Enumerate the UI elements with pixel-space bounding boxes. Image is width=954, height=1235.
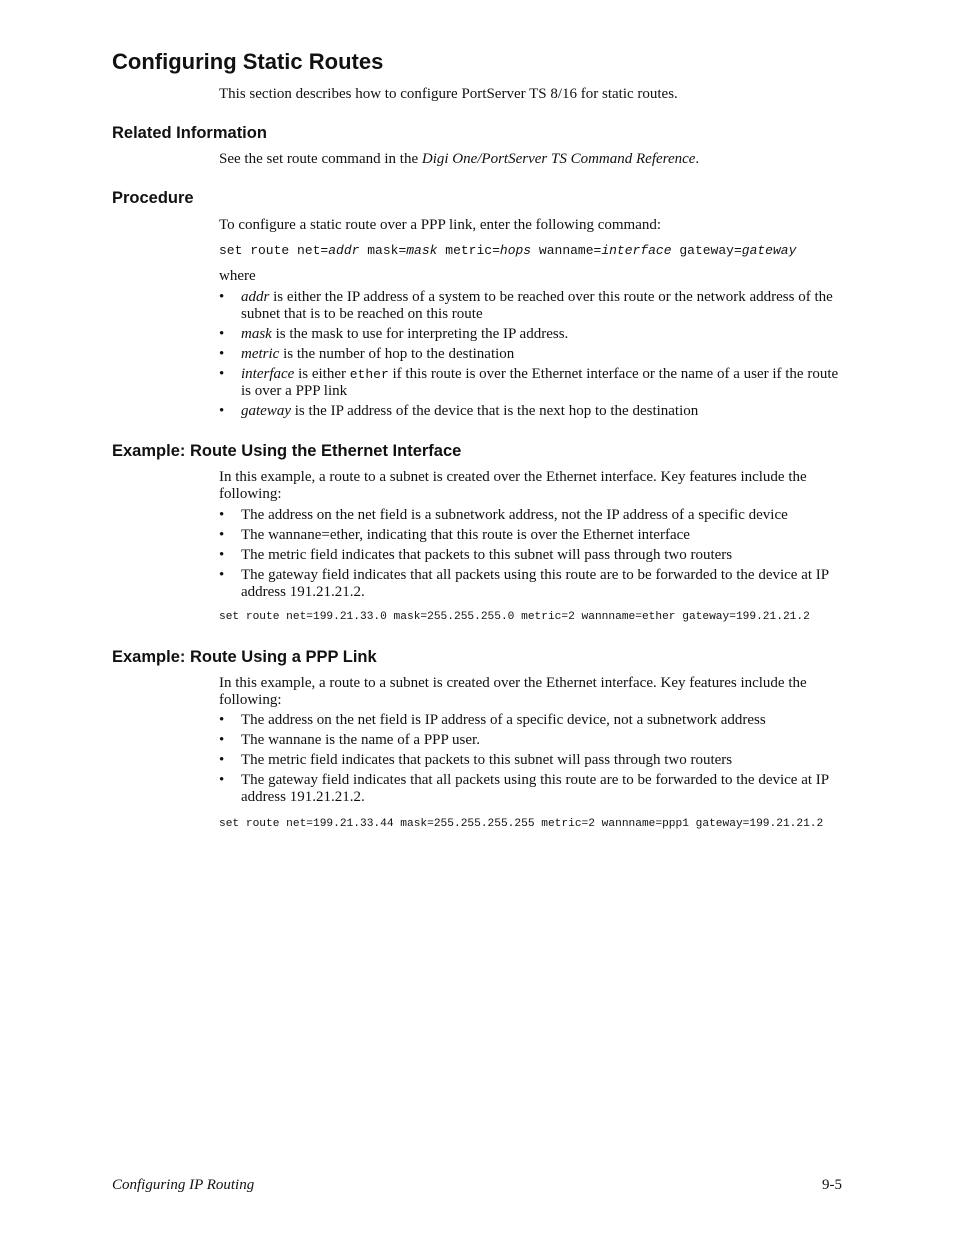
list-item [219, 712, 844, 729]
related-information-paragraph [219, 151, 844, 168]
list-item-text: The metric field indicates that packets to this subnet will pass through two routers [241, 752, 733, 768]
example-ethernet-list [219, 507, 844, 604]
param-desc: is the number of hop to the destination [279, 346, 515, 362]
param-term: gateway [241, 403, 291, 419]
command-reference-title: Digi One/PortServer TS Command Reference [421, 151, 696, 167]
related-text-before: See the set route command in the [219, 151, 422, 167]
param-desc: if this route is over the Ethernet interface or the name of a user if the route is over a PPP link [241, 366, 839, 399]
bullet: • [219, 326, 225, 342]
syntax-part: gateway= [671, 243, 742, 258]
param-code: ether [349, 367, 389, 382]
example-ppp-list [219, 712, 844, 809]
list-item [219, 732, 844, 749]
param-desc: is the mask to use for interpreting the IP address. [271, 326, 569, 342]
procedure-intro: To configure a static route over a PPP link, enter the following command: [219, 217, 662, 233]
list-item-text: The wannane is the name of a PPP user. [241, 732, 480, 748]
procedure-heading: Procedure [112, 189, 194, 207]
syntax-variable: mask [406, 243, 438, 258]
footer-page-number: 9-5 [822, 1177, 842, 1193]
list-item [219, 507, 844, 524]
parameter-list [219, 289, 844, 423]
example-ethernet-intro: In this example, a route to a subnet is created over the Ethernet interface. Key features include the following: [219, 469, 807, 502]
list-item-text: The gateway field indicates that all packets using this route are to be forwarded to the device at IP address 191.21.21.2. [241, 567, 829, 600]
intro-paragraph: This section describes how to configure PortServer TS 8/16 for static routes. [219, 86, 678, 102]
param-desc: is either the IP address of a system to be reached over this route or the network address of the subnet that is to be reached on this route [241, 289, 833, 322]
example-ethernet-command: set route net=199.21.33.0 mask=255.255.255.0 metric=2 wannname=ether gateway=199.21.21.2 [219, 611, 810, 623]
list-item [219, 366, 844, 400]
example-ppp-intro: In this example, a route to a subnet is created over the Ethernet interface. Key features include the following: [219, 675, 807, 708]
page-title: Configuring Static Routes [112, 49, 384, 74]
list-item [219, 326, 844, 343]
example-ethernet-heading: Example: Route Using the Ethernet Interface [112, 442, 462, 460]
list-item [219, 547, 844, 564]
footer-chapter-title: Configuring IP Routing [112, 1177, 255, 1193]
param-term: addr [241, 289, 270, 305]
list-item [219, 567, 844, 601]
syntax-part: wanname= [531, 243, 602, 258]
bullet: • [219, 507, 225, 523]
bullet: • [219, 547, 225, 563]
syntax-part: set route net= [219, 243, 329, 258]
list-item-text: The wannane=ether, indicating that this route is over the Ethernet interface [241, 527, 690, 543]
bullet: • [219, 567, 225, 583]
syntax-variable: addr [328, 243, 360, 258]
param-term: mask [241, 326, 272, 342]
param-desc: is either [294, 366, 350, 382]
syntax-variable: hops [499, 243, 532, 258]
list-item [219, 346, 844, 363]
example-ppp-heading: Example: Route Using a PPP Link [112, 648, 377, 666]
bullet: • [219, 403, 225, 419]
related-text-after: . [695, 151, 700, 167]
syntax-part: metric= [437, 243, 500, 258]
bullet: • [219, 772, 225, 788]
list-item-text: The metric field indicates that packets to this subnet will pass through two routers [241, 547, 733, 563]
param-term: metric [241, 346, 280, 362]
list-item-text: The address on the net field is a subnetwork address, not the IP address of a specific device [241, 507, 788, 523]
set-route-syntax [219, 242, 796, 259]
list-item [219, 752, 844, 769]
syntax-variable: interface [601, 243, 672, 258]
list-item [219, 289, 844, 323]
where-label: where [219, 268, 256, 284]
related-information-heading: Related Information [112, 124, 267, 142]
bullet: • [219, 712, 225, 728]
list-item-text: The address on the net field is IP address of a specific device, not a subnetwork address [241, 712, 766, 728]
bullet: • [219, 366, 225, 382]
list-item [219, 772, 844, 806]
syntax-variable: gateway [741, 243, 797, 258]
bullet: • [219, 732, 225, 748]
list-item-text: The gateway field indicates that all packets using this route are to be forwarded to the device at IP address 191.21.21.2. [241, 772, 829, 805]
param-term: interface [241, 366, 295, 382]
syntax-part: mask= [359, 243, 407, 258]
bullet: • [219, 527, 225, 543]
bullet: • [219, 346, 225, 362]
list-item [219, 403, 844, 420]
bullet: • [219, 752, 225, 768]
list-item [219, 527, 844, 544]
bullet: • [219, 289, 225, 305]
param-desc: is the IP address of the device that is the next hop to the destination [291, 403, 699, 419]
example-ppp-command: set route net=199.21.33.44 mask=255.255.255.255 metric=2 wannname=ppp1 gateway=199.21.21.2 [219, 818, 824, 830]
